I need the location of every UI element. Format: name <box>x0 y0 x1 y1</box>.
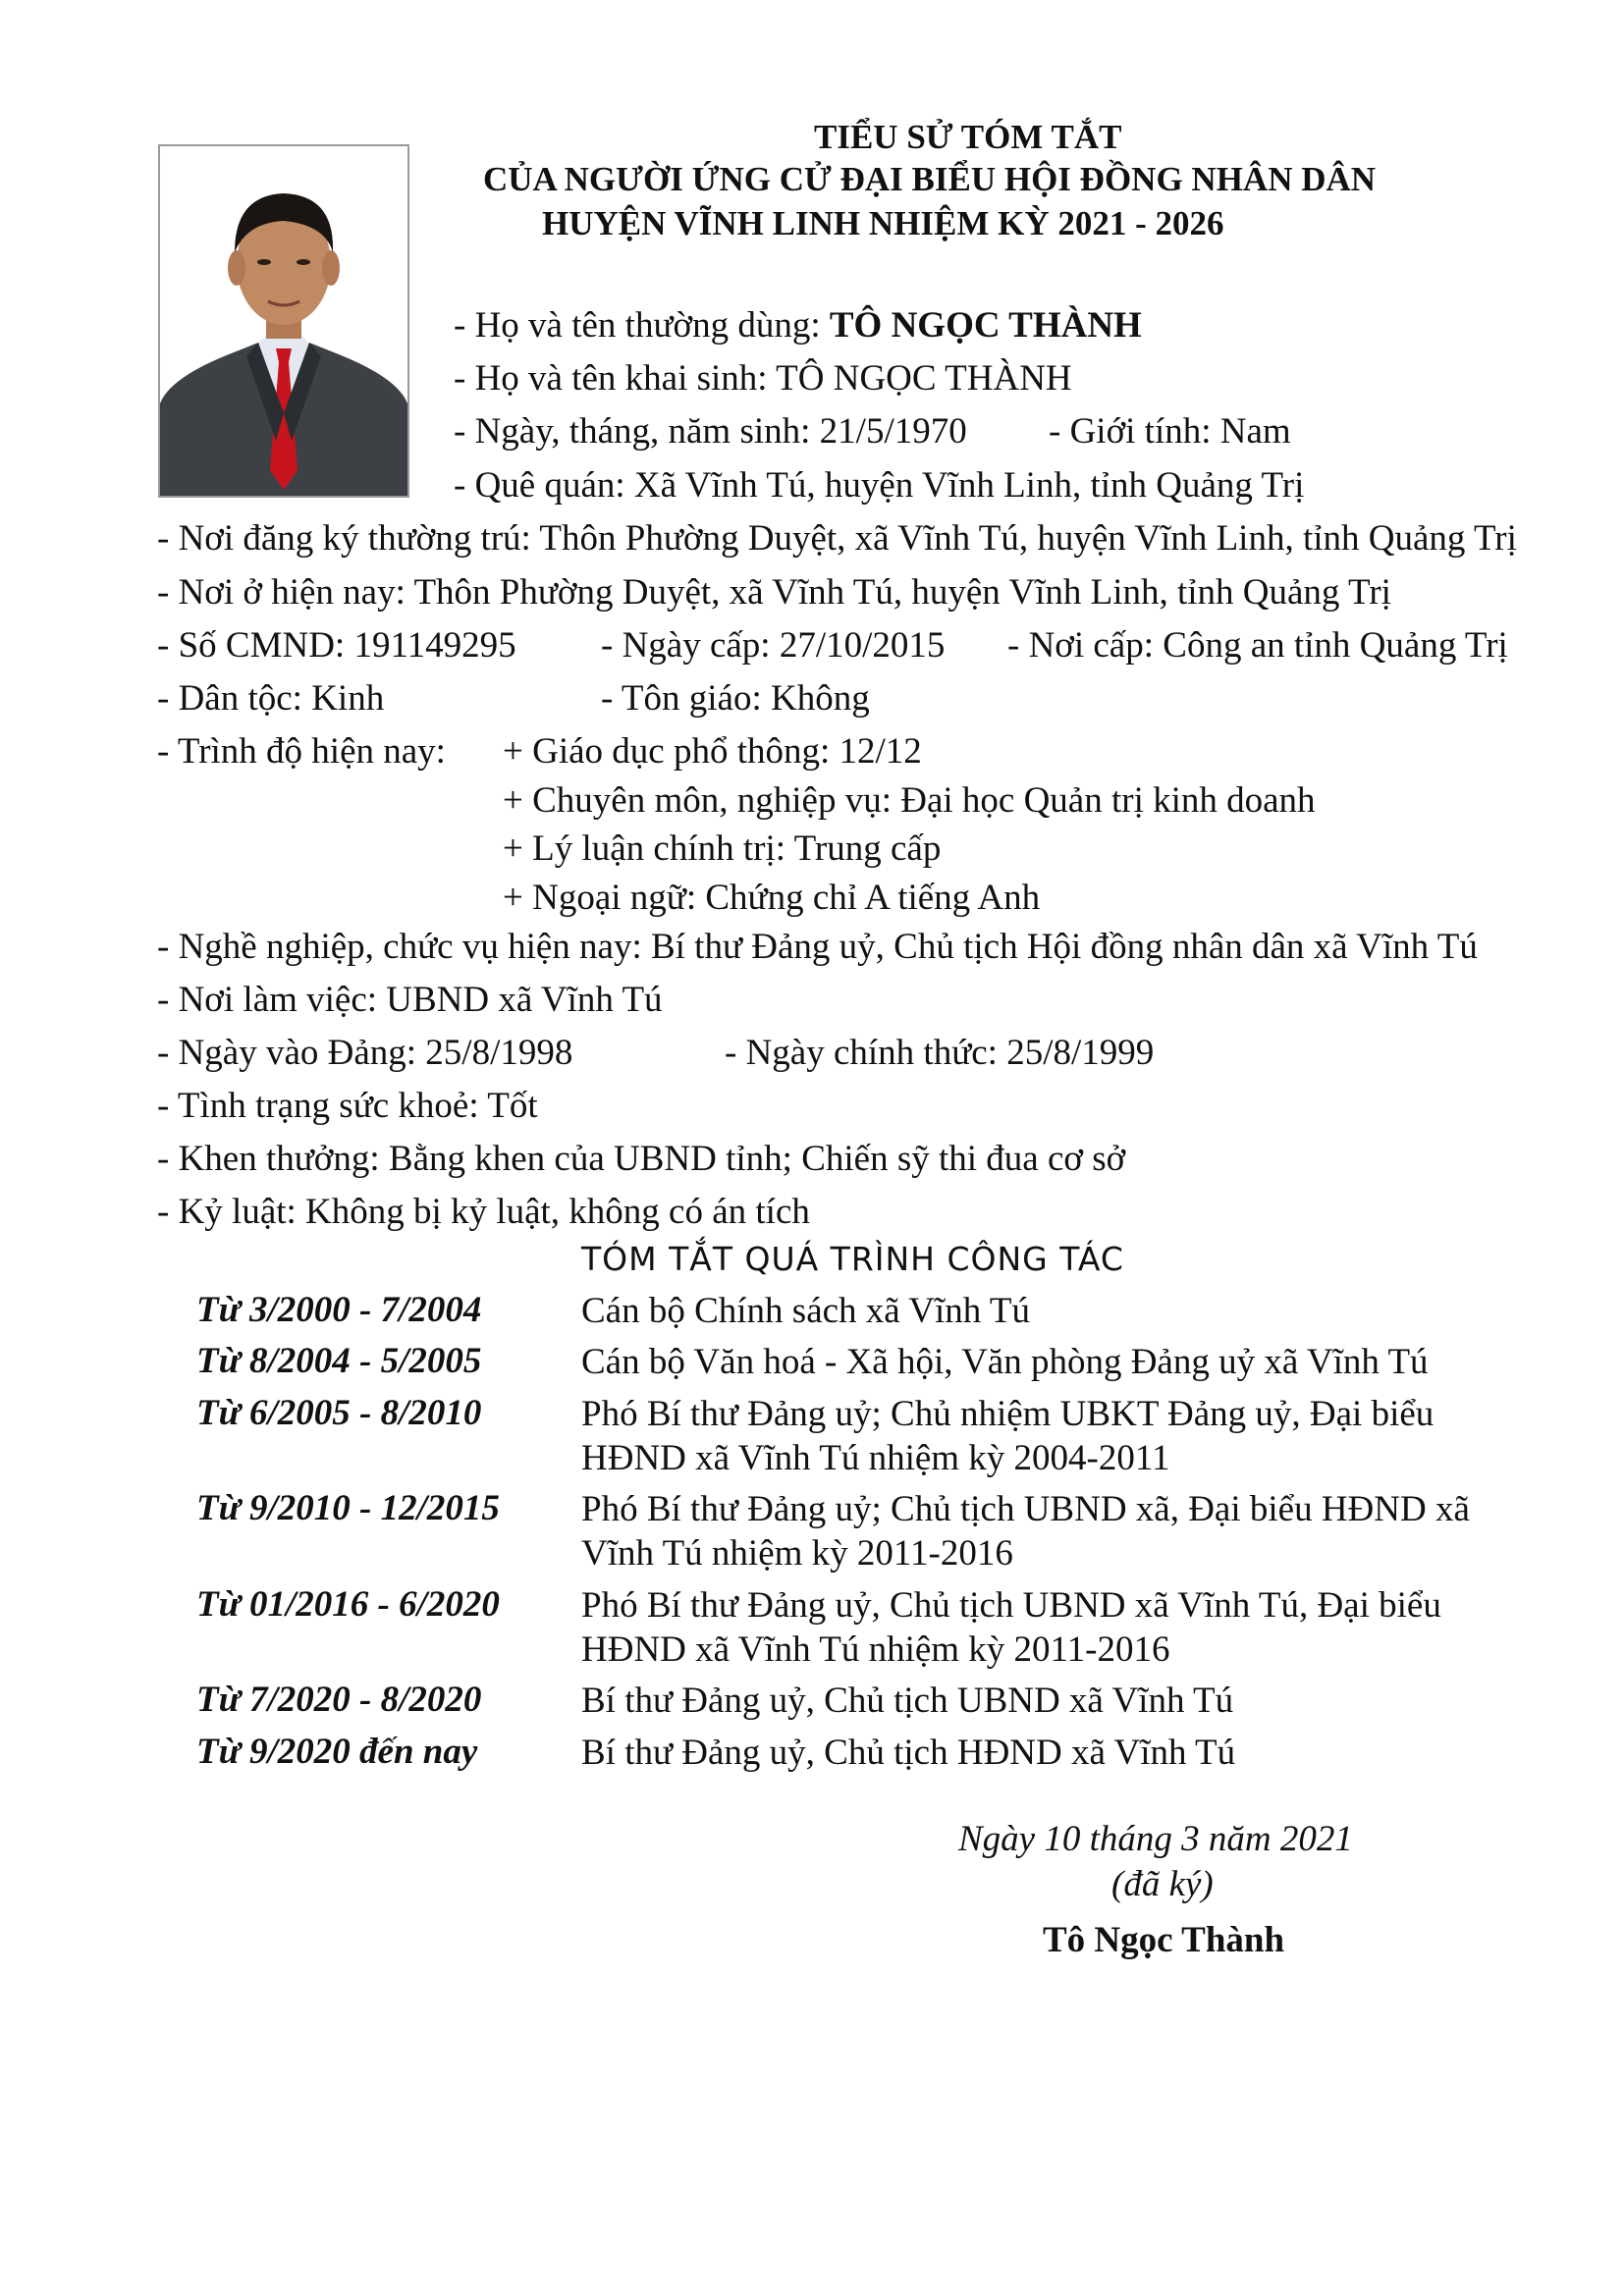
work-desc: Phó Bí thư Đảng uỷ; Chủ tịch UBND xã, Đại biểu HĐND xã Vĩnh Tú nhiệm kỳ 2011-2016 <box>581 1489 1470 1574</box>
religion-row: - Tôn giáo: Không <box>601 678 870 719</box>
portrait-photo <box>158 144 409 498</box>
work-period: Từ 9/2020 đến nay <box>196 1732 478 1772</box>
doc-title: TIỂU SỬ TÓM TẮT <box>814 118 1122 156</box>
gender-row: - Giới tính: Nam <box>1049 411 1291 452</box>
birth-name-row: - Họ và tên khai sinh: TÔ NGỌC THÀNH <box>454 358 1072 399</box>
work-period: Từ 9/2010 - 12/2015 <box>196 1488 500 1528</box>
work-desc: Cán bộ Chính sách xã Vĩnh Tú <box>581 1291 1030 1331</box>
signature-name: Tô Ngọc Thành <box>1043 1920 1285 1960</box>
hometown-row: - Quê quán: Xã Vĩnh Tú, huyện Vĩnh Linh, tỉnh Quảng Trị <box>454 465 1305 506</box>
common-name-value: TÔ NGỌC THÀNH <box>829 305 1142 346</box>
work-desc: Phó Bí thư Đảng uỷ; Chủ nhiệm UBKT Đảng uỷ, Đại biểu HĐND xã Vĩnh Tú nhiệm kỳ 2004-2011 <box>581 1394 1435 1478</box>
doc-subtitle-2: HUYỆN VĨNH LINH NHIỆM KỲ 2021 - 2026 <box>542 204 1224 242</box>
work-history-title: TÓM TẮT QUÁ TRÌNH CÔNG TÁC <box>581 1240 1124 1278</box>
discipline-row: - Kỷ luật: Không bị kỷ luật, không có án tích <box>157 1192 810 1232</box>
signature-signed: (đã ký) <box>1111 1864 1214 1904</box>
occupation-row: - Nghề nghiệp, chức vụ hiện nay: Bí thư Đảng uỷ, Chủ tịch Hội đồng nhân dân xã Vĩnh Tú <box>157 927 1478 967</box>
id-number-row: - Số CMND: 191149295 <box>157 625 516 666</box>
common-name-row <box>454 304 1142 347</box>
education-item: + Lý luận chính trị: Trung cấp <box>503 828 942 869</box>
ethnicity-row: - Dân tộc: Kinh <box>157 678 385 719</box>
party-official-row: - Ngày chính thức: 25/8/1999 <box>725 1033 1155 1073</box>
work-period: Từ 01/2016 - 6/2020 <box>196 1584 500 1625</box>
education-item: + Giáo dục phổ thông: 12/12 <box>503 731 922 772</box>
education-item: + Chuyên môn, nghiệp vụ: Đại học Quản trị kinh doanh <box>503 780 1316 821</box>
work-desc: Cán bộ Văn hoá - Xã hội, Văn phòng Đảng uỷ xã Vĩnh Tú <box>581 1342 1429 1382</box>
health-row: - Tình trạng sức khoẻ: Tốt <box>157 1086 538 1126</box>
work-period: Từ 3/2000 - 7/2004 <box>196 1290 482 1330</box>
common-name-label: - Họ và tên thường dùng: <box>454 305 830 346</box>
workplace-row: - Nơi làm việc: UBND xã Vĩnh Tú <box>157 980 663 1020</box>
work-period: Từ 6/2005 - 8/2010 <box>196 1393 482 1433</box>
permanent-address-row: - Nơi đăng ký thường trú: Thôn Phường Duyệt, xã Vĩnh Tú, huyện Vĩnh Linh, tỉnh Quảng Trị <box>157 518 1517 559</box>
work-desc: Phó Bí thư Đảng uỷ, Chủ tịch UBND xã Vĩnh Tú, Đại biểu HĐND xã Vĩnh Tú nhiệm kỳ 2011-2016 <box>581 1585 1441 1670</box>
education-item: + Ngoại ngữ: Chứng chỉ A tiếng Anh <box>503 878 1041 918</box>
education-label: - Trình độ hiện nay: <box>157 731 446 772</box>
work-period: Từ 8/2004 - 5/2005 <box>196 1341 482 1381</box>
work-desc: Bí thư Đảng uỷ, Chủ tịch HĐND xã Vĩnh Tú <box>581 1733 1236 1773</box>
id-place-row: - Nơi cấp: Công an tỉnh Quảng Trị <box>1007 625 1508 666</box>
id-date-row: - Ngày cấp: 27/10/2015 <box>601 625 946 666</box>
party-join-row: - Ngày vào Đảng: 25/8/1998 <box>157 1033 573 1073</box>
dob-row: - Ngày, tháng, năm sinh: 21/5/1970 <box>454 411 967 452</box>
work-period: Từ 7/2020 - 8/2020 <box>196 1680 482 1720</box>
awards-row: - Khen thưởng: Bằng khen của UBND tỉnh; Chiến sỹ thi đua cơ sở <box>157 1139 1126 1179</box>
work-desc: Bí thư Đảng uỷ, Chủ tịch UBND xã Vĩnh Tú <box>581 1681 1234 1721</box>
doc-subtitle: CỦA NGƯỜI ỨNG CỬ ĐẠI BIỂU HỘI ĐỒNG NHÂN DÂN <box>483 160 1377 198</box>
current-address-row: - Nơi ở hiện nay: Thôn Phường Duyệt, xã Vĩnh Tú, huyện Vĩnh Linh, tỉnh Quảng Trị <box>157 572 1391 613</box>
signature-date: Ngày 10 tháng 3 năm 2021 <box>958 1819 1353 1859</box>
